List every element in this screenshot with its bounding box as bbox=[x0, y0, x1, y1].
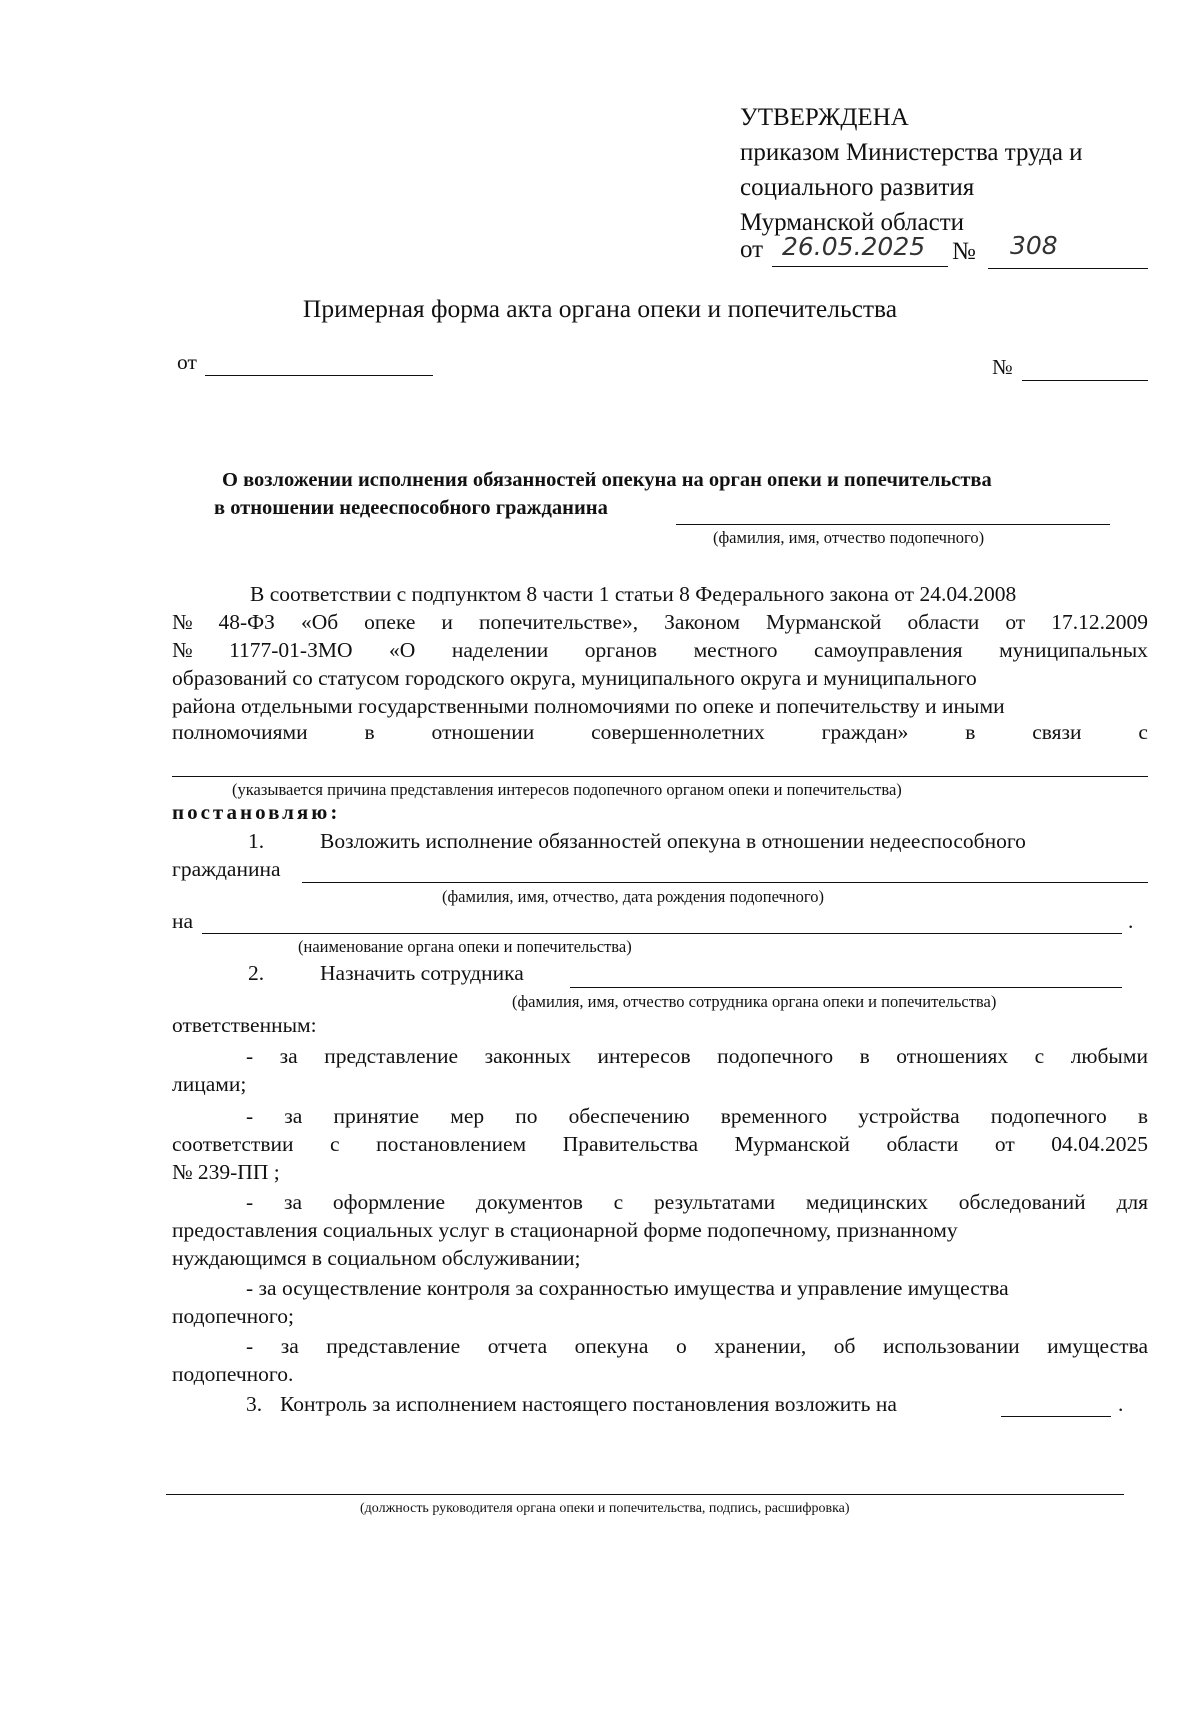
form-title: Примерная форма акта органа опеки и попечительства bbox=[302, 294, 898, 323]
approval-date-line bbox=[772, 266, 948, 267]
act-date-line bbox=[205, 375, 433, 376]
word: от bbox=[1005, 610, 1026, 634]
preamble-line-2 bbox=[172, 610, 1148, 635]
item2-bullet-1-line-1: - за представление законных интересов подопечного в отношениях с любыми bbox=[246, 1044, 1148, 1068]
word: опеке bbox=[364, 610, 416, 634]
item1-name-line bbox=[302, 882, 1148, 883]
word: совершеннолетних bbox=[591, 720, 765, 744]
item1-number: 1. bbox=[248, 829, 265, 853]
approval-date-prefix: от bbox=[740, 236, 764, 263]
item2-bullet-2-line-1: - за принятие мер по обеспечению временного устройства подопечного в bbox=[246, 1104, 1148, 1128]
word: Мурманской bbox=[766, 610, 882, 634]
word: органов bbox=[584, 638, 658, 662]
approval-line-3: Мурманской области bbox=[740, 209, 965, 236]
item1-text: Возложить исполнение обязанностей опекуна в отношении недееспособного bbox=[320, 829, 1026, 853]
approval-heading: УТВЕРЖДЕНА bbox=[740, 104, 909, 131]
item3-text: Контроль за исполнением настоящего постановления возложить на bbox=[280, 1392, 897, 1416]
act-number-label: № bbox=[992, 355, 1013, 379]
item2-bullet-3-line-2: предоставления социальных услуг в стационарной форме подопечному, признанному bbox=[172, 1218, 958, 1242]
word: 17.12.2009 bbox=[1051, 610, 1148, 634]
preamble-line-4: образований со статусом городского округа, муниципального округа и муниципального bbox=[172, 666, 977, 690]
item2-employee-line bbox=[570, 987, 1122, 988]
item2-number: 2. bbox=[248, 961, 265, 985]
word: с bbox=[1138, 720, 1148, 744]
signature-line bbox=[166, 1494, 1124, 1495]
word: № bbox=[172, 638, 193, 662]
preamble-reason-line bbox=[172, 776, 1148, 777]
subject-line-1: О возложении исполнения обязанностей опекуна на орган опеки и попечительства bbox=[222, 469, 992, 491]
word: и bbox=[441, 610, 453, 634]
approval-line-1: приказом Министерства труда и bbox=[740, 139, 1083, 166]
item3-responsible-line bbox=[1001, 1416, 1111, 1417]
item2-bullet-4-line-1: - за осуществление контроля за сохранностью имущества и управление имущества bbox=[246, 1276, 1009, 1300]
item2-bullet-3-line-3: нуждающимся в социальном обслуживании; bbox=[172, 1246, 581, 1270]
item1-on-label: на bbox=[172, 909, 194, 933]
subject-line-2: в отношении недееспособного гражданина bbox=[214, 497, 608, 519]
word: «О bbox=[389, 638, 416, 662]
subject-name-line bbox=[676, 524, 1110, 525]
item2-bullet-5-line-2: подопечного. bbox=[172, 1362, 294, 1386]
preamble-line-6 bbox=[172, 720, 1148, 745]
word: Законом bbox=[664, 610, 741, 634]
word: в bbox=[364, 720, 375, 744]
decree-word: постановляю: bbox=[172, 800, 341, 824]
word: 1177-01-ЗМО bbox=[229, 638, 353, 662]
item1-on-hint: (наименование органа опеки и попечительства) bbox=[298, 937, 632, 956]
item1-organ-line bbox=[202, 933, 1122, 934]
act-date-label: от bbox=[177, 350, 197, 374]
word: области bbox=[907, 610, 980, 634]
item3-end-dot: . bbox=[1118, 1392, 1124, 1416]
item1-hint: (фамилия, имя, отчество, дата рождения подопечного) bbox=[442, 887, 824, 906]
signature-hint: (должность руководителя органа опеки и попечительства, подпись, расшифровка) bbox=[360, 1501, 850, 1516]
word: связи bbox=[1032, 720, 1082, 744]
word: муниципальных bbox=[999, 638, 1148, 662]
item2-bullet-2-line-2: соответствии с постановлением Правительства Мурманской области от 04.04.2025 bbox=[172, 1132, 1148, 1156]
word: отношении bbox=[431, 720, 535, 744]
word: местного bbox=[693, 638, 778, 662]
item2-bullet-2-line-3: № 239-ПП ; bbox=[172, 1160, 280, 1184]
item2-hint: (фамилия, имя, отчество сотрудника органа опеки и попечительства) bbox=[512, 992, 997, 1011]
word: попечительстве», bbox=[478, 610, 639, 634]
item2-bullet-3-line-1: - за оформление документов с результатами медицинских обследований для bbox=[246, 1190, 1148, 1214]
item2-text: Назначить сотрудника bbox=[320, 961, 524, 985]
word: «Об bbox=[300, 610, 339, 634]
preamble-line-3 bbox=[172, 638, 1148, 663]
word: 48-ФЗ bbox=[218, 610, 275, 634]
word: № bbox=[172, 610, 193, 634]
word: полномочиями bbox=[172, 720, 308, 744]
approval-block bbox=[740, 100, 1083, 240]
preamble-hint: (указывается причина представления интересов подопечного органом опеки и попечительства) bbox=[232, 780, 902, 799]
approval-number-handwritten: 308 bbox=[1010, 231, 1058, 260]
preamble-line-1: В соответствии с подпунктом 8 части 1 статьи 8 Федерального закона от 24.04.2008 bbox=[250, 582, 1017, 606]
approval-number-prefix: № bbox=[952, 238, 976, 265]
preamble-line-5: района отдельными государственными полномочиями по опеке и попечительству и иными bbox=[172, 694, 1005, 718]
item3-number: 3. bbox=[246, 1392, 263, 1416]
word: в bbox=[965, 720, 976, 744]
word: граждан» bbox=[821, 720, 909, 744]
approval-line-2: социального развития bbox=[740, 174, 975, 201]
act-number-line bbox=[1022, 380, 1148, 381]
item2-bullet-5-line-1: - за представление отчета опекуна о хранении, об использовании имущества bbox=[246, 1334, 1148, 1358]
approval-number-line bbox=[988, 268, 1148, 269]
item2-bullet-1-line-2: лицами; bbox=[172, 1072, 247, 1096]
item1-text-2: гражданина bbox=[172, 857, 281, 881]
word: наделении bbox=[451, 638, 549, 662]
approval-date-handwritten: 26.05.2025 bbox=[782, 232, 926, 261]
item2-bullet-4-line-2: подопечного; bbox=[172, 1304, 294, 1328]
item1-end-dot: . bbox=[1128, 909, 1134, 933]
item2-responsible: ответственным: bbox=[172, 1013, 317, 1037]
subject-hint: (фамилия, имя, отчество подопечного) bbox=[713, 528, 985, 547]
word: самоуправления bbox=[814, 638, 963, 662]
